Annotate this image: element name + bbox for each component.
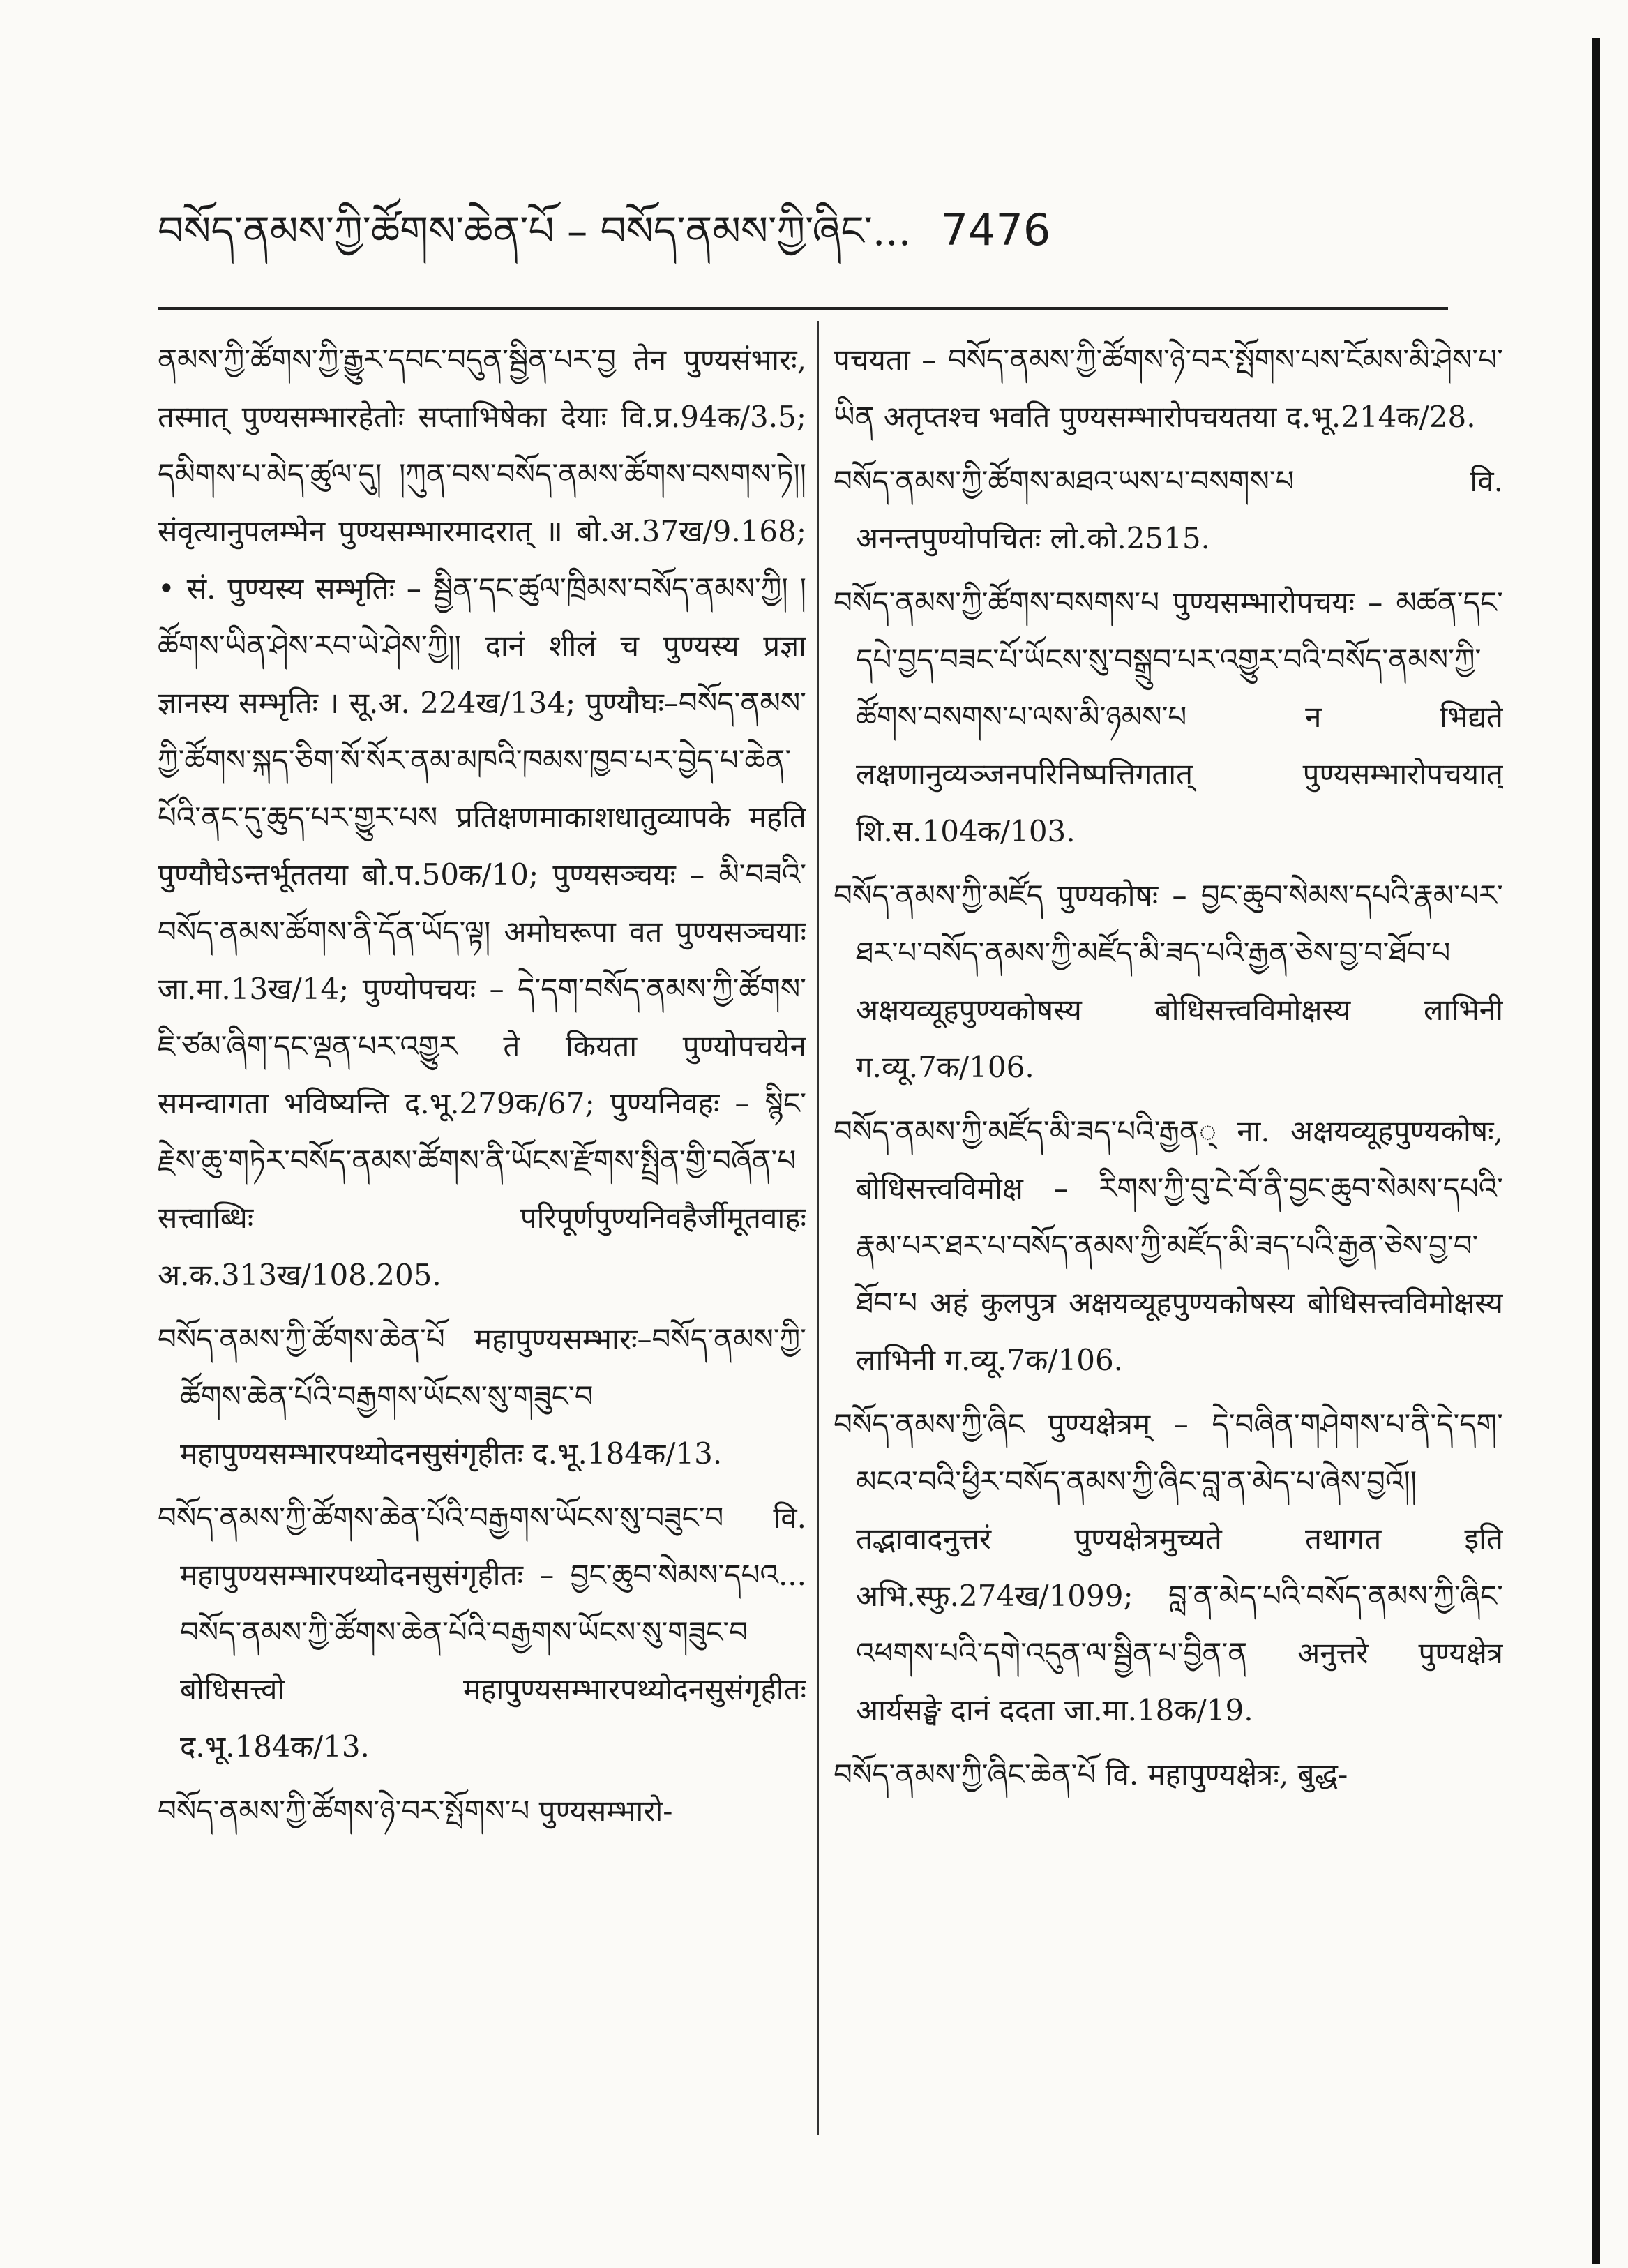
page-edge-bar [1592, 38, 1600, 2264]
dictionary-entry: བསོད་ནམས་ཀྱི་ཚོགས་ཆེན་པོའི་བརྒྱགས་ཡོངས་སུ་བཟུང་བ वि. महापुण्यसम्भारपथ्योदनसुसंगृहीतः – བྱང་ཆུབ་སེམས་དཔའ... བསོད་ནམས་ཀྱི་ཚོགས་ཆེན་པོའི་བརྒྱགས་ཡོངས་སུ་གཟུང་བ बोधिसत्त्वो महापुण्यसम्भारपथ्योदनसुसंगृहीतः द.भू.184क/13. [158, 1501, 806, 1764]
dictionary-entry: བསོད་ནམས་ཀྱི་ཞིང पुण्यक्षेत्रम् – དེ་བཞིན་གཤེགས་པ་ནི་དེ་དག་མངའ་བའི་ཕྱིར་བསོད་ནམས་ཀྱི་ཞིང་བླ་ན་མེད་པ་ཞེས་བྱའོ།། तद्भावादनुत्तरं पुण्यक्षेत्रमुच्यते तथागत इति अभि.स्फु.274ख/1099; བླ་ན་མེད་པའི་བསོད་ནམས་ཀྱི་ཞིང་འཕགས་པའི་དགེ་འདུན་ལ་སྦྱིན་པ་བྱིན་ན अनुत्तरे पुण्यक्षेत्र आर्यसङ्घे दानं ददता जा.मा.18क/19. [834, 1407, 1503, 1727]
page-number: 7476 [940, 204, 1051, 255]
dictionary-entry: བསོད་ནམས་ཀྱི་ཞིང་ཆེན་པོ वि. महापुण्यक्षेत्रः, बुद्ध- [834, 1757, 1348, 1792]
dictionary-entry: བསོད་ནམས་ཀྱི་མཛོད पुण्यकोषः – བྱང་ཆུབ་སེམས་དཔའི་རྣམ་པར་ཐར་པ་བསོད་ནམས་ཀྱི་མཛོད་མི་ཟད་པའི་རྒྱན་ཅེས་བྱ་བ་ཐོབ་པ अक्षयव्यूहपुण्यकोषस्य बोधिसत्त्वविमोक्षस्य लाभिनी ग.व्यू.7क/106. [834, 878, 1503, 1084]
dictionary-entry: བསོད་ནམས་ཀྱི་ཚོགས་བསགས་པ पुण्यसम्भारोपचयः – མཚན་དང་དཔེ་བྱད་བཟང་པོ་ཡོངས་སུ་བསྒྲུབ་པར་འགྱུར་བའི་བསོད་ནམས་ཀྱི་ཚོགས་བསགས་པ་ལས་མི་ཉམས་པ न भिद्यते लक्षणानुव्यञ्जनपरिनिष्पत्तिगतात् पुण्यसम्भारोपचयात् शि.स.104क/103. [834, 585, 1503, 848]
column-divider [817, 321, 819, 2135]
dictionary-entry: ནམས་ཀྱི་ཚོགས་ཀྱི་རྒྱུར་དབང་བདུན་སྦྱིན་པར་བྱ तेन पुण्यसंभारः, तस्मात् पुण्यसम्भारहेतोः सप्ताभिषेका देयाः वि.प्र.94क/3.5; དམིགས་པ་མེད་ཚུལ་དུ། །ཀུན་བས་བསོད་ནམས་ཚོགས་བསགས་ཏེ།། संवृत्यानुपलम्भेन पुण्यसम्भारमादरात् ॥ बो.अ.37ख/9.168; • सं. पुण्यस्य सम्भृतिः – སྦྱིན་དང་ཚུལ་ཁྲིམས་བསོད་ནམས་ཀྱི། །ཚོགས་ཡིན་ཤེས་རབ་ཡེ་ཤེས་ཀྱི།། दानं शीलं च पुण्यस्य प्रज्ञा ज्ञानस्य सम्भृतिः । सू.अ. 224ख/134; पुण्यौघः–བསོད་ནམས་ཀྱི་ཚོགས་སྐད་ཅིག་སོ་སོར་ནམ་མཁའི་ཁམས་ཁྱབ་པར་བྱེད་པ་ཆེན་པོའི་ནང་དུ་ཆུད་པར་གྱུར་པས प्रतिक्षणमाकाशधातुव्यापके महति पुण्यौघेऽन्तर्भूततया बो.प.50क/10; पुण्यसञ्चयः – མི་བཟའི་བསོད་ནམས་ཚོགས་ནི་དོན་ཡོད་ལྟ། अमोघरूपा वत पुण्यसञ्चयाः जा.मा.13ख/14; पुण्योपचयः – དེ་དག་བསོད་ནམས་ཀྱི་ཚོགས་ཇི་ཙམ་ཞིག་དང་ལྡན་པར་འགྱུར ते कियता पुण्योपचयेन समन्वागता भविष्यन्ति द.भू.279क/67; पुण्यनिवहः – སྙིང་རྗེས་ཆུ་གཏེར་བསོད་ནམས་ཚོགས་ནི་ཡོངས་རྫོགས་སྤྲིན་གྱི་བཞོན་པ सत्त्वाब्धिः परिपूर्णपुण्यनिवहैर्जीमूतवाहः अ.क.313ख/108.205. [158, 343, 806, 1292]
dictionary-entry: བསོད་ནམས་ཀྱི་ཚོགས་མཐའ་ཡས་པ་བསགས་པ वि. अनन्तपुण्योपचितः लो.को.2515. [834, 464, 1503, 555]
header-text: བསོད་ནམས་ཀྱི་ཚོགས་ཆེན་པོ – བསོད་ནམས་ཀྱི་ཞིང་... [158, 207, 912, 255]
dictionary-entry: पचयता – བསོད་ནམས་ཀྱི་ཚོགས་ཉེ་བར་སྤོགས་པས་ངོམས་མི་ཤེས་པ་ཡིན अतृप्तश्च भवति पुण्यसम्भारोपचयतया द.भू.214क/28. [834, 343, 1503, 434]
dictionary-entry: བསོད་ནམས་ཀྱི་མཛོད་མི་ཟད་པའི་རྒྱན् ना. अक्षयव्यूहपुण्यकोषः, बोधिसत्त्वविमोक्ष – རིགས་ཀྱི་བུ་ངེ་བོ་ནི་བྱང་ཆུབ་སེམས་དཔའི་རྣམ་པར་ཐར་པ་བསོད་ནམས་ཀྱི་མཛོད་མི་ཟད་པའི་རྒྱན་ཅེས་བྱ་བ་ཐོབ་པ अहं कुलपुत्र अक्षयव्यूहपुण्यकोषस्य बोधिसत्त्वविमोक्षस्य लाभिनी ग.व्यू.7क/106. [834, 1114, 1503, 1377]
right-column [834, 331, 1503, 2250]
header-rule [158, 307, 1448, 310]
left-column [158, 331, 806, 2250]
running-header [158, 192, 1413, 269]
dictionary-entry: བསོད་ནམས་ཀྱི་ཚོགས་ཉེ་བར་སྤོགས་པ पुण्यसम्भारो- [158, 1794, 673, 1828]
dictionary-entry: བསོད་ནམས་ཀྱི་ཚོགས་ཆེན་པོ महापुण्यसम्भारः–བསོད་ནམས་ཀྱི་ཚོགས་ཆེན་པོའི་བརྒྱགས་ཡོངས་སུ་གཟུང་བ महापुण्यसम्भारपथ्योदनसुसंगृहीतः द.भू.184क/13. [158, 1322, 806, 1471]
